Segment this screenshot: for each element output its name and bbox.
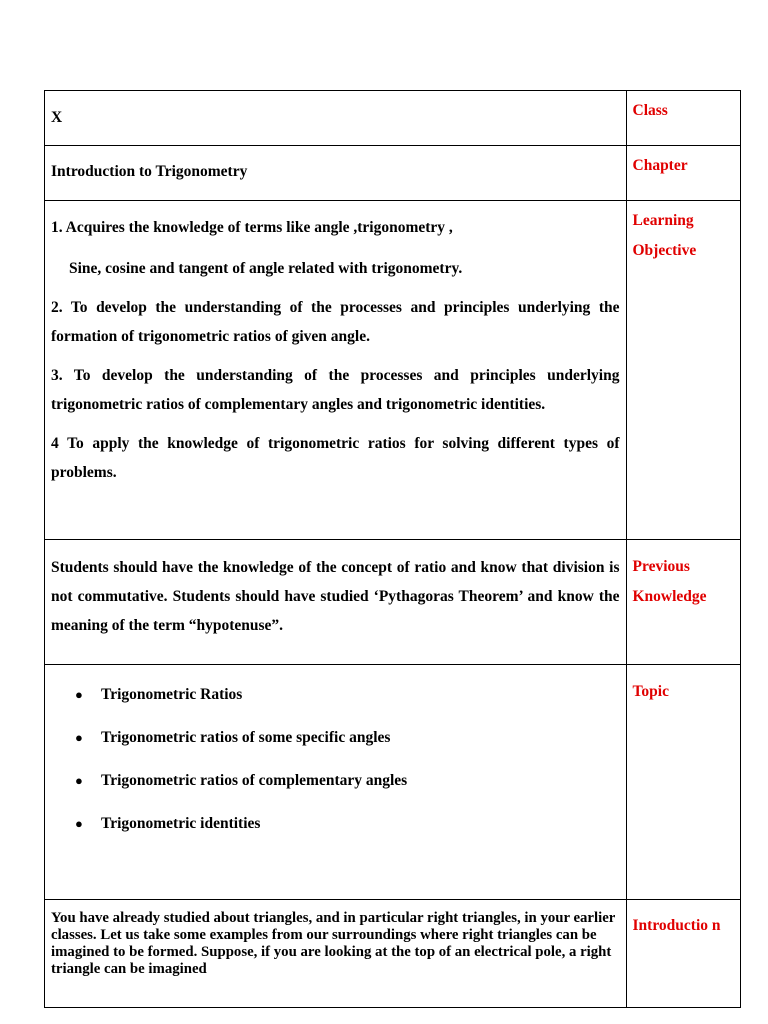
introduction-cell bbox=[45, 900, 627, 1008]
chapter-row bbox=[45, 146, 741, 201]
topic-cell bbox=[45, 665, 627, 900]
previous-knowledge-label: Previous Knowledge bbox=[626, 540, 741, 665]
class-value-cell bbox=[45, 91, 627, 146]
topic-row bbox=[45, 665, 741, 900]
topic-item: ● Trigonometric identities bbox=[75, 802, 626, 845]
class-label: Class bbox=[626, 91, 741, 146]
introduction-label: Introductio n bbox=[626, 900, 741, 1008]
objective-item-4: 4 To apply the knowledge of trigonometric ratios for solving different types of problems. bbox=[51, 435, 620, 481]
objective-row bbox=[45, 201, 741, 540]
objective-item-3: 3. To develop the understanding of the processes and principles underlying trigonometric ratios of complementary angles and trigonometric identities. bbox=[51, 367, 620, 413]
introduction-text: You have already studied about triangles, and in particular right triangles, in your earlier classes. Let us take some examples from our surroundings where right triangles can be imagined to be formed. Suppose, if you are looking at the top of an electrical pole, a right triangle can be imagined bbox=[51, 910, 616, 977]
objective-list bbox=[45, 201, 626, 487]
previous-knowledge-cell bbox=[45, 540, 627, 665]
class-row bbox=[45, 91, 741, 146]
chapter-value: Introduction to Trigonometry bbox=[51, 163, 248, 180]
objective-item-1-cont: Sine, cosine and tangent of angle related with trigonometry. bbox=[69, 260, 463, 277]
objective-label: Learning Objective bbox=[626, 201, 741, 540]
chapter-label: Chapter bbox=[626, 146, 741, 201]
class-value: X bbox=[51, 109, 63, 126]
lesson-plan-table bbox=[44, 90, 741, 1008]
topic-item: ● Trigonometric ratios of some specific angles bbox=[75, 716, 626, 759]
topic-list bbox=[45, 665, 626, 845]
introduction-row bbox=[45, 900, 741, 1008]
objective-item-2: 2. To develop the understanding of the processes and principles underlying the formation of trigonometric ratios of given angle. bbox=[51, 299, 620, 345]
chapter-value-cell bbox=[45, 146, 627, 201]
topic-label: Topic bbox=[626, 665, 741, 900]
previous-knowledge-row bbox=[45, 540, 741, 665]
bullet-icon: ● bbox=[75, 730, 83, 745]
bullet-icon: ● bbox=[75, 687, 83, 702]
previous-knowledge-text: Students should have the knowledge of the concept of ratio and know that division is not commutative. Students should have studied ‘Pythagoras Theorem’ and know the meaning of the term “hypotenuse”. bbox=[51, 559, 620, 634]
objective-item-1: 1. Acquires the knowledge of terms like angle ,trigonometry , bbox=[51, 219, 453, 236]
topic-item: ● Trigonometric ratios of complementary angles bbox=[75, 759, 626, 802]
bullet-icon: ● bbox=[75, 816, 83, 831]
topic-item: ● Trigonometric Ratios bbox=[75, 673, 626, 716]
objective-cell bbox=[45, 201, 627, 540]
bullet-icon: ● bbox=[75, 773, 83, 788]
